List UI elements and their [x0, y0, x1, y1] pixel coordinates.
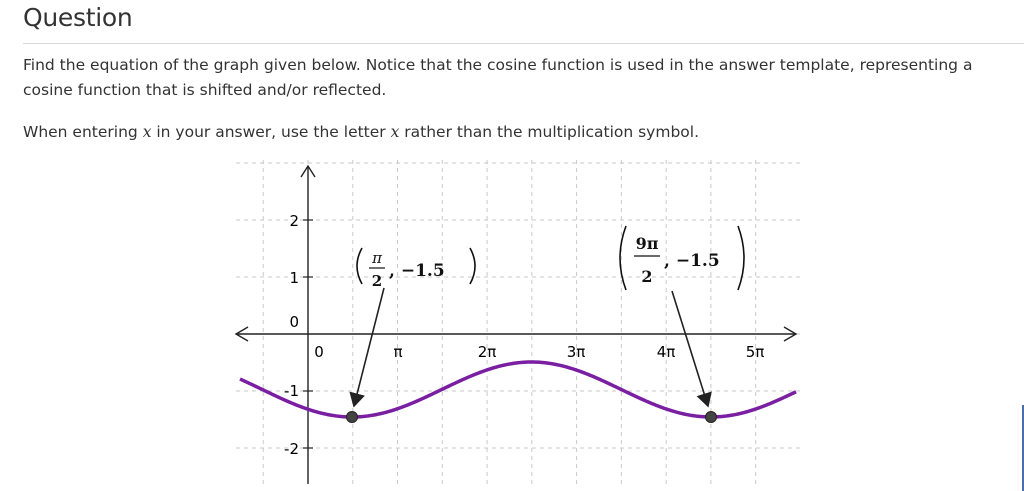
point-2-label [620, 226, 744, 290]
point-1-label-denominator: 2 [371, 272, 383, 290]
y-tick-group [284, 212, 299, 458]
x-tick-group [314, 343, 764, 361]
point-2 [706, 412, 717, 423]
x-tick-label: 0 [314, 343, 324, 361]
x-tick-label: π [393, 343, 403, 361]
point-2-label-denominator: 2 [641, 267, 653, 286]
y-tick-label: 0 [289, 313, 299, 331]
math-x-1: x [142, 123, 152, 141]
x-tick-label: 2π [477, 343, 497, 361]
x-tick-label: 5π [745, 343, 765, 361]
x-tick-label: 4π [656, 343, 676, 361]
y-tick-label: 1 [289, 269, 299, 287]
cosine-curve [240, 362, 796, 417]
point-1-label-numerator: π [372, 249, 382, 267]
point-2-callout-arrow [672, 291, 708, 406]
math-x-2: x [390, 123, 400, 141]
point-1-label [357, 248, 475, 290]
entry-text-b: in your answer, use the letter [151, 123, 391, 141]
point-1-callout-arrow [354, 288, 384, 406]
point-1 [347, 412, 358, 423]
question-instructions: Find the equation of the graph given below. Notice that the cosine function is used in the answer template, representing a cosine function that is shifted and/or reflected. [23, 56, 973, 99]
y-tick-label: 2 [289, 212, 299, 230]
y-tick-label: -1 [284, 382, 299, 400]
question-title: Question [23, 3, 133, 32]
point-2-label-numerator: 9π [635, 234, 659, 253]
point-1-label-y: , −1.5 [389, 261, 445, 281]
y-tick-label: -2 [284, 440, 299, 458]
entry-text-a: When entering [23, 123, 143, 141]
x-tick-label: 3π [566, 343, 586, 361]
point-2-label-y: , −1.5 [664, 251, 720, 271]
entry-text-c: rather than the multiplication symbol. [399, 123, 700, 141]
graph-grid [236, 160, 800, 486]
